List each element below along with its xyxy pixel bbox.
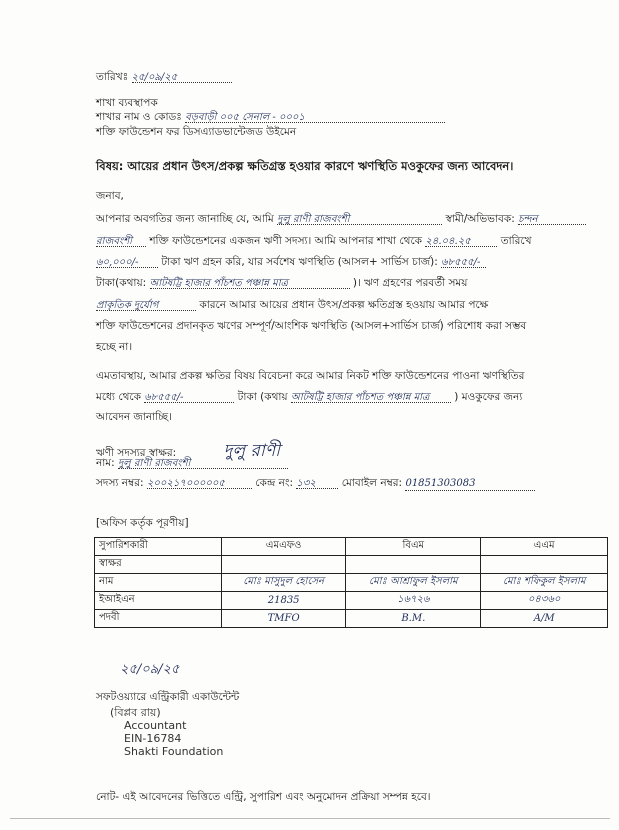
- loan-date-handwritten: ২৪.০৪.২৫: [425, 234, 497, 247]
- stamp-ein: EIN-16784: [124, 732, 182, 745]
- office-recommendation-table: [94, 537, 608, 628]
- row-label: নাম: [95, 574, 222, 592]
- member-id-label: সদস্য নম্বর:: [96, 477, 144, 489]
- recipient-line: শাখা ব্যবস্থাপক: [96, 97, 158, 109]
- body-line-1: [96, 212, 586, 229]
- subject-line: বিষয়: আয়ের প্রধান উৎস/প্রকল্প ক্ষতিগ্রস্ত হওয়ার কারণে ঋণস্থিতি মওকুফের জন্য আবেদন।: [96, 159, 514, 173]
- body-line-2: [96, 234, 532, 251]
- body-text: কারনে আমার আয়ের প্রধান উৎস/প্রকল্প ক্ষতিগ্রস্ত হওয়ায় আমার পক্ষে: [199, 299, 489, 311]
- row-label: পদবী: [95, 610, 222, 628]
- date-row: [96, 70, 232, 87]
- body-text: টাকা ঋণ গ্রহন করি, যার সর্বশেষ ঋণস্থিতি (আসল+ সার্ভিস চার্জ):: [161, 256, 438, 268]
- branch-value: বড়বাড়ী ০০৫ সেনাল - ০০০১: [185, 110, 445, 123]
- body-text: শক্তি ফাউন্ডেশনের একজন ঋণী সদস্য। আমি আপনার শাখা থেকে: [149, 235, 423, 247]
- body-text: টাকা (কথায়: [237, 391, 288, 403]
- table-cell: TMFO: [222, 610, 346, 628]
- branch-label: শাখার নাম ও কোডঃ: [96, 111, 182, 123]
- table-cell: [481, 556, 608, 574]
- office-heading: [অফিস কর্তৃক পূরণীয়]: [96, 517, 189, 529]
- mobile-label: মোবাইল নম্বর:: [341, 477, 403, 489]
- accountant-signature-date: ২৫/০৯/২৫: [120, 662, 180, 677]
- body-text: তারিখে: [500, 235, 532, 247]
- stamp-org: Shakti Foundation: [124, 745, 224, 758]
- stamp-title: Accountant: [124, 719, 187, 732]
- table-cell: [346, 556, 481, 574]
- name-label: নাম:: [96, 457, 115, 469]
- table-row: [95, 556, 608, 574]
- body-text: ) মওকুফের জন্য: [454, 391, 523, 403]
- balance-in-words-handwritten: আটষট্টি হাজার পাঁচশত পঞ্চান্ন মাত্র: [150, 276, 350, 289]
- table-cell: [222, 556, 346, 574]
- member-id-value: ২০০২১৭০০০০০৫: [147, 476, 252, 489]
- balance-handwritten: ৬৮৫৫৫/-: [441, 255, 486, 268]
- center-label: কেন্দ্র নং:: [255, 477, 293, 489]
- table-cell: ১৬৭২৬: [346, 592, 481, 610]
- reason-handwritten: প্রাকৃতিক দুর্যোগ: [96, 298, 196, 311]
- table-cell: B.M.: [346, 610, 481, 628]
- table-cell: মোঃ আশ্রাফুল ইসলাম: [346, 574, 481, 592]
- body-line-7: হচ্ছে না।: [96, 341, 133, 353]
- member-signature: দুলু রাণী: [223, 441, 280, 461]
- member-name-value: দুলু রাণী রাজবংশী: [118, 456, 288, 469]
- accountant-title: সফটওয়্যারে এন্ট্রিকারী একাউন্টেন্ট: [96, 691, 240, 703]
- header-am: এএম: [481, 538, 608, 556]
- body-text: )। ঋণ গ্রহণের পরবর্তী সময়: [352, 277, 468, 289]
- date-value: ২৫/০৯/২৫: [132, 70, 232, 83]
- header-bm: বিএম: [346, 538, 481, 556]
- salutation: জনাব,: [96, 190, 124, 202]
- table-cell: ০৪৩৬০: [481, 592, 608, 610]
- body-text: মধ্যে থেকে: [96, 391, 141, 403]
- header-mfo: এমএফও: [222, 538, 346, 556]
- date-label: তারিখঃ: [96, 71, 129, 83]
- request-line-3: আবেদন জানাচ্ছি।: [96, 411, 172, 423]
- table-header-row: [95, 538, 608, 556]
- stamp-name: (বিপ্লব রায়): [110, 706, 161, 719]
- accountant-stamp: [110, 706, 223, 758]
- body-text: টাকা(কথায়:: [96, 277, 147, 289]
- waiver-amount-handwritten: ৬৮৫৫৫/-: [144, 390, 234, 403]
- guardian-surname-handwritten: রাজবংশী: [96, 234, 146, 247]
- table-row: [95, 592, 608, 610]
- body-line-4: [96, 276, 467, 293]
- member-name-row: [96, 456, 288, 473]
- body-line-5: [96, 298, 488, 315]
- table-row: [95, 610, 608, 628]
- table-row: [95, 574, 608, 592]
- mobile-value: 01851303083: [405, 478, 535, 491]
- table-cell: মোঃ শফিকুল ইসলাম: [481, 574, 608, 592]
- body-text: স্বামী/অভিভাবক:: [445, 213, 515, 225]
- waiver-in-words-handwritten: আটষট্টি হাজার পাঁচশত পঞ্চান্ন মাত্র: [291, 390, 451, 403]
- page-edge-divider: [10, 818, 610, 819]
- table-cell: 21835: [222, 592, 346, 610]
- header-recommender: সুপারিশকারী: [95, 538, 222, 556]
- request-line-1: এমতাবস্থায়, আমার প্রকল্প ক্ষতির বিষয় বিবেচনা করে আমার নিকট শক্তি ফাউন্ডেশনের পাওনা ঋণস্থিতির: [96, 370, 525, 382]
- guardian-name-handwritten: চন্দন: [518, 212, 586, 225]
- table-cell: মোঃ মাসুদুল হোসেন: [222, 574, 346, 592]
- body-line-3: [96, 255, 486, 272]
- member-name-handwritten: দুলু রাণী রাজবংশী: [277, 212, 442, 225]
- loan-amount-handwritten: ৬০,০০০/-: [96, 255, 158, 268]
- table-cell: A/M: [481, 610, 608, 628]
- center-value: ১৩২: [296, 476, 338, 489]
- member-id-row: [96, 476, 535, 493]
- signature-label: ঋণী সদস্যর স্বাক্ষর:: [96, 447, 177, 459]
- row-label: স্বাক্ষর: [95, 556, 222, 574]
- request-line-2: [96, 390, 522, 407]
- body-line-6: শক্তি ফাউন্ডেশনের প্রদানকৃত ঋণের সম্পূর্ণ/আংশিক ঋণস্থিতি (আসল+সার্ভিস চার্জ) পরিশোধ করা সম্ভব: [96, 320, 527, 332]
- organization-line: শক্তি ফাউন্ডেশন ফর ডিসএ্যাডভান্টেজড উইমেন: [96, 126, 297, 138]
- row-label: ইআইএন: [95, 592, 222, 610]
- body-text: আপনার অবগতির জন্য জানাচ্ছি যে, আমি: [96, 213, 274, 225]
- footer-note: নোট- এই আবেদনের ভিত্তিতে এন্ট্রি, সুপারিশ এবং অনুমোদন প্রক্রিয়া সম্পন্ন হবে।: [96, 791, 431, 803]
